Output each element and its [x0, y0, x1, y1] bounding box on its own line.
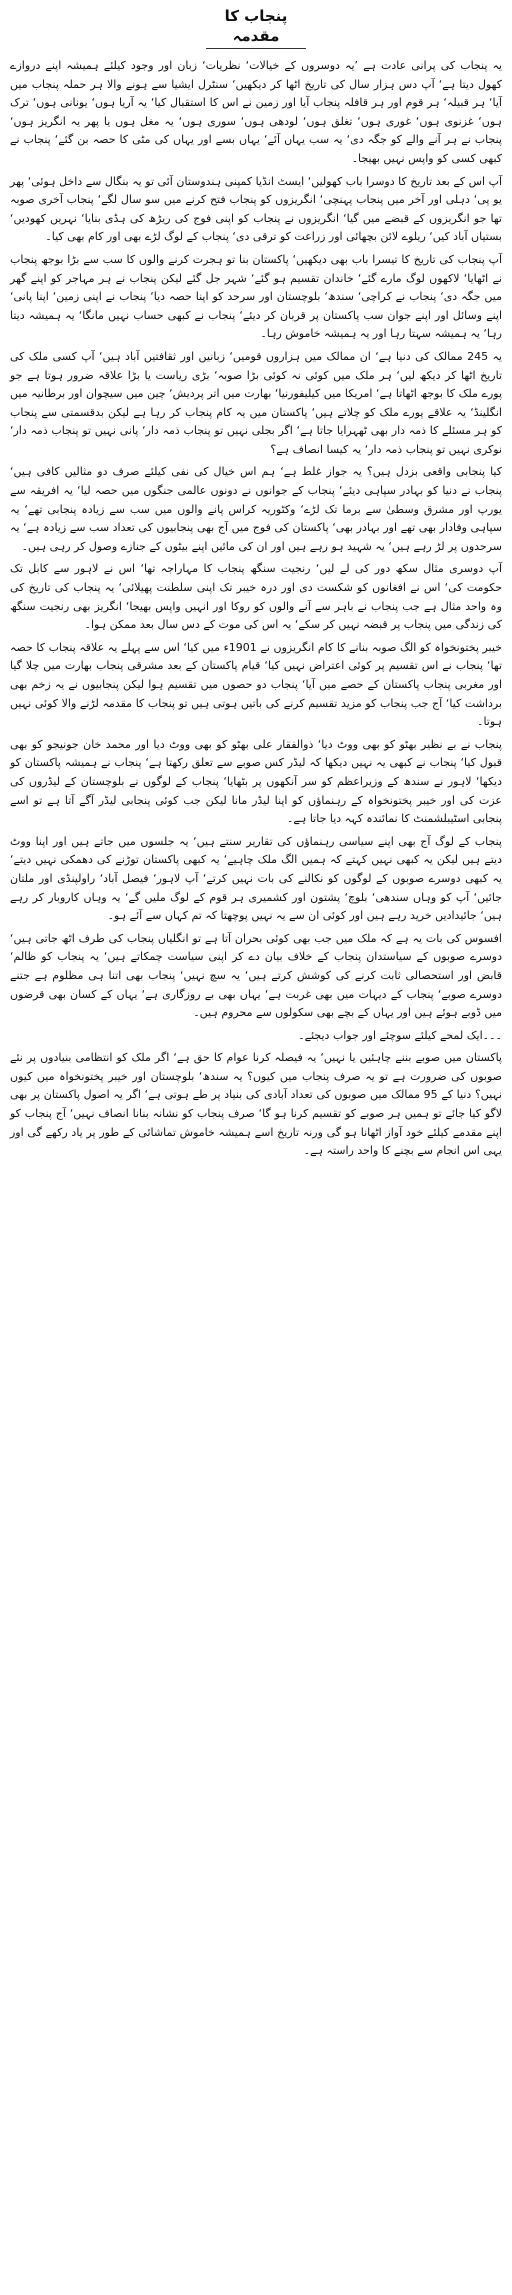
article-paragraph: آپ اس کے بعد تاریخ کا دوسرا باب کھولیں‘ ایسٹ انڈیا کمپنی ہندوستان آئی تو یہ بنگال سے داخل ہوئی‘ پھر یو پی‘ دہلی اور آخر میں پنجاب پہنچی‘ انگریزوں کو پنجاب فتح کرنے میں سو سال لگے‘ پنجاب آخری صوبہ تھا جو انگریزوں کے قبضے میں گیا‘ انگریزوں نے پنجاب کو اپنی فوج کی ریڑھ کی ہڈی بنایا‘ نہریں کھودیں‘ بستیاں آباد کیں‘ ریلوے لائن بچھائی اور زراعت کو ترقی دی‘ پنجاب کے لوگ لڑے بھی اور کام بھی کیا۔: [10, 174, 502, 244]
article-paragraph: افسوس کی بات یہ ہے کہ ملک میں جب بھی کوئی بحران آتا ہے تو انگلیاں پنجاب کی طرف اٹھ جاتی ہیں‘ دوسرے صوبوں کے سیاستدان پنجاب کے خلاف بیان دے کر اپنی سیاست چمکاتے ہیں‘ یہ پنجاب کو ظالم‘ قابض اور استحصالی ثابت کرنے کی کوشش کرتے ہیں‘ یہ سچ نہیں‘ پنجاب بھی اتنا ہی مظلوم ہے جتنے دوسرے صوبے‘ پنجاب کے دیہات میں بھی غربت ہے‘ یہاں بھی بے روزگاری ہے‘ یہاں کے کسان بھی قرضوں میں ڈوبے ہوئے ہیں اور یہاں کے بچے بھی سکولوں سے محروم ہیں۔: [10, 931, 502, 1020]
article-paragraph: خیبر پختونخواہ کو الگ صوبہ بنانے کا کام انگریزوں نے 1901ء میں کیا‘ اس سے پہلے یہ علاقہ پنجاب کا حصہ تھا‘ پنجاب نے اس تقسیم پر کوئی اعتراض نہیں کیا‘ قیام پاکستان کے بعد مشرقی پنجاب بھارت میں چلا گیا اور مغربی پنجاب پاکستان کے حصے میں آیا‘ پنجاب دو حصوں میں تقسیم ہوا لیکن پنجابیوں نے یہ زخم بھی برداشت کیا‘ آج جب پنجاب کو مزید تقسیم کرنے کی باتیں ہوتی ہیں تو پنجاب کا مقدمہ لڑنے والا کوئی نہیں ہوتا۔: [10, 640, 502, 729]
article-paragraph: پنجاب کے لوگ آج بھی اپنے سیاسی رہنماؤں کی تقاریر سنتے ہیں‘ یہ جلسوں میں جاتے ہیں اور اپنا ووٹ دیتے ہیں لیکن یہ کبھی نہیں کہتے کہ ہمیں الگ ملک چاہیے‘ یہ کبھی پاکستان توڑنے کی دھمکی نہیں دیتے‘ یہ کبھی دوسرے صوبوں کے لوگوں کو نکالنے کی بات نہیں کرتے‘ آپ لاہور‘ فیصل آباد‘ راولپنڈی اور ملتان جائیں‘ آپ کو وہاں سندھی‘ بلوچ‘ پشتون اور کشمیری ہر قوم کے لوگ ملیں گے‘ یہ وہاں کاروبار کر رہے ہیں‘ جائیدادیں خرید رہے ہیں اور کوئی ان سے یہ نہیں پوچھتا کہ تم کہاں سے آئے ہو۔: [10, 834, 502, 923]
article-paragraph: یہ پنجاب کی پرانی عادت ہے ’یہ دوسروں کے خیالات‘ نظریات‘ زبان اور وجود کیلئے ہمیشہ اپنے دروازے کھول دیتا ہے‘ آپ دس ہزار سال کی تاریخ اٹھا کر دیکھیں‘ سنٹرل ایشیا سے ہونے والا ہر حملہ پنجاب میں آیا‘ ہر قبیلہ‘ ہر قوم اور ہر قافلہ پنجاب آیا اور زمین نے اس کا استقبال کیا‘ یہ آریا ہوں‘ یونانی ہوں‘ ترک ہوں‘ غزنوی ہوں‘ غوری ہوں‘ تغلق ہوں‘ لودھی ہوں‘ سوری ہوں‘ یہ مغل ہوں یا پھر یہ انگریز ہوں‘ پنجاب نے ہر آنے والے کو جگہ دی‘ یہ سب یہاں آئے‘ یہاں بسے اور یہاں کی مٹی کا حصہ بن گئے‘ پنجاب نے کبھی کسی کو واپس نہیں بھیجا۔: [10, 59, 502, 165]
article-paragraph: آپ دوسری مثال سکھ دور کی لے لیں‘ رنجیت سنگھ پنجاب کا مہاراجہ تھا‘ اس نے لاہور سے کابل تک حکومت کی‘ اس نے افغانوں کو شکست دی اور درہ خیبر تک اپنی سلطنت پھیلائی‘ یہ پنجاب کی تاریخ کی وہ واحد مثال ہے جب پنجاب نے باہر سے آنے والوں کو روکا اور انہیں واپس بھیجا‘ انگریز بھی رنجیت سنگھ کی زندگی میں پنجاب پر قبضہ نہیں کر سکے‘ یہ اس کی موت کے دس سال بعد ممکن ہوا۔: [10, 562, 502, 632]
article-paragraph: پاکستان میں صوبے بننے چاہئیں یا نہیں‘ یہ فیصلہ کرنا عوام کا حق ہے‘ اگر ملک کو انتظامی بنیادوں پر نئے صوبوں کی ضرورت ہے تو یہ صرف پنجاب میں کیوں؟ یہ سندھ‘ بلوچستان اور خیبر پختونخواہ میں کیوں نہیں؟ دنیا کے 95 ممالک میں صوبوں کی تعداد آبادی کی بنیاد پر طے ہوتی ہے‘ اگر یہ اصول پاکستان پر بھی لاگو کیا جائے تو ہمیں ہر صوبے کو تقسیم کرنا ہو گا‘ صرف پنجاب کو نشانہ بنانا انصاف نہیں‘ آج پنجاب کو اپنے مقدمے کیلئے خود آواز اٹھانا ہو گی ورنہ تاریخ اسے ہمیشہ خاموش تماشائی کے طور پر یاد رکھے گی اور یہی اس انجام سے بچنے کا واحد راستہ ہے۔: [10, 1051, 502, 1158]
article-title: پنجاب کا مقدمہ: [206, 6, 306, 49]
article-body: [10, 57, 502, 1161]
article-paragraph: آپ پنجاب کی تاریخ کا تیسرا باب بھی دیکھیں‘ پاکستان بنا تو ہجرت کرنے والوں کا سب سے بڑا بوجھ پنجاب نے اٹھایا‘ لاکھوں لوگ مارے گئے‘ خاندان تقسیم ہو گئے‘ شہر جل گئے لیکن پنجاب نے ہر مہاجر کو اپنے گھر میں جگہ دی‘ پنجاب نے کراچی‘ سندھ‘ بلوچستان اور سرحد کو اپنا حصہ دیا‘ پنجاب نے اپنی زمین‘ اپنا پانی‘ اپنے وسائل اور اپنے جوان سب پاکستان پر قربان کر دیئے‘ پنجاب نے کبھی حساب نہیں مانگا‘ یہ ہمیشہ دیتا رہا‘ یہ ہمیشہ سہتا رہا اور یہ ہمیشہ خاموش رہا۔: [10, 252, 502, 341]
article-paragraph: یہ 245 ممالک کی دنیا ہے‘ ان ممالک میں ہزاروں قومیں‘ زبانیں اور ثقافتیں آباد ہیں‘ آپ کسی ملک کی تاریخ اٹھا کر دیکھ لیں‘ ہر ملک میں کوئی نہ کوئی بڑا صوبہ‘ بڑی ریاست یا بڑا علاقہ ضرور ہوتا ہے جو پورے ملک کا بوجھ اٹھاتا ہے‘ امریکا میں کیلیفورنیا‘ بھارت میں اتر پردیش‘ چین میں سیچوان اور برطانیہ میں انگلینڈ‘ یہ علاقے پورے ملک کو چلاتے ہیں‘ پاکستان میں یہ کام پنجاب کر رہا ہے لیکن بدقسمتی سے پنجاب کو ہر مسئلے کا ذمہ دار بھی ٹھہرایا جاتا ہے‘ اگر بجلی نہیں تو پنجاب ذمہ دار‘ پانی نہیں تو پنجاب ذمہ دار‘ نوکری نہیں تو پنجاب ذمہ دار‘ یہ کیسا انصاف ہے؟: [10, 349, 502, 456]
article-paragraph: ۔۔۔ایک لمحے کیلئے سوچئے اور جواب دیجئے۔: [298, 1028, 502, 1042]
article-paragraph: پنجاب نے بے نظیر بھٹو کو بھی ووٹ دیا‘ ذوالفقار علی بھٹو کو بھی ووٹ دیا اور محمد خان جونیجو کو بھی قبول کیا‘ پنجاب نے کبھی یہ نہیں دیکھا کہ لیڈر کس صوبے سے تعلق رکھتا ہے‘ پنجاب نے ہمیشہ پاکستان کو دیکھا‘ لاہور نے سندھ کے وزیراعظم کو سر آنکھوں پر بٹھایا‘ پنجاب کے لوگوں نے بلوچستان کے لیڈروں کی عزت کی اور خیبر پختونخواہ کے رہنماؤں کو اپنا لیڈر مانا لیکن جب کوئی پنجابی لیڈر آگے آتا ہے تو اسے پنجابی اسٹیبلشمنٹ کا نمائندہ کہہ دیا جاتا ہے۔: [10, 737, 502, 826]
article-paragraph: کیا پنجابی واقعی بزدل ہیں؟ یہ جواز غلط ہے‘ ہم اس خیال کی نفی کیلئے صرف دو مثالیں کافی ہیں‘ پنجاب نے دنیا کو بہادر سپاہی دیئے‘ پنجاب کے جوانوں نے دونوں عالمی جنگوں میں حصہ لیا‘ یہ افریقہ سے یورپ اور مشرق وسطیٰ سے برما تک لڑے‘ وکٹوریہ کراس پانے والوں میں سب سے زیادہ پنجابی تھے‘ یہ سپاہی وفادار بھی تھے اور بہادر بھی‘ پاکستان کی فوج میں آج بھی پنجابیوں کی تعداد سب سے زیادہ ہے‘ یہ سرحدوں پر لڑ رہے ہیں‘ یہ شہید ہو رہے ہیں اور ان کی مائیں اپنے بیٹوں کے جنازے وصول کر رہی ہیں۔: [10, 465, 502, 553]
